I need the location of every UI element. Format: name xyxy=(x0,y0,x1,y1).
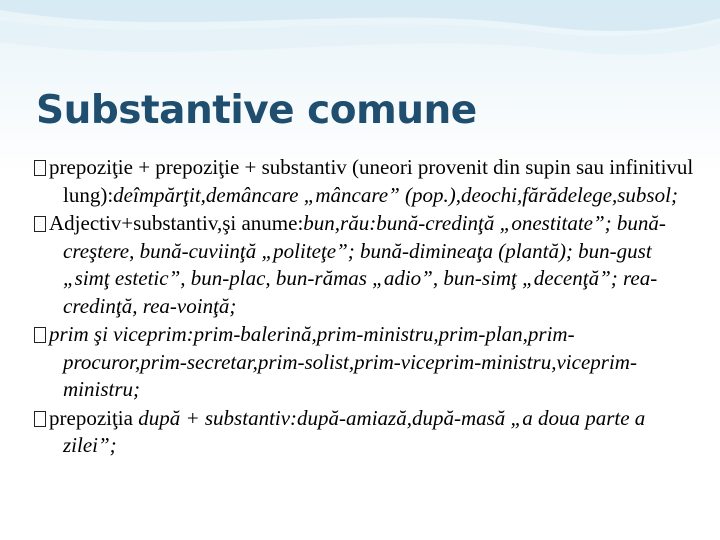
missing-glyph-bullet-icon xyxy=(34,216,46,232)
missing-glyph-bullet-icon xyxy=(34,411,46,427)
bullet-list xyxy=(34,154,694,461)
bullet-item-adjectiv-substantiv xyxy=(34,210,694,320)
decorative-wave-background xyxy=(0,0,720,90)
bullet-text: prepoziţia xyxy=(49,405,139,430)
bullet-item-prepozitia-dupa xyxy=(34,405,694,460)
bullet-examples: după + substantiv:după-amiază,după-masă „a doua parte a zilei”; xyxy=(63,405,646,457)
bullet-item-prepozitie-prepozitie xyxy=(34,154,694,209)
slide-title: Substantive comune xyxy=(36,88,477,133)
bullet-text: prepoziţie + prepoziţie + substantiv (uneori provenit din supin sau infinitivul lung): xyxy=(49,155,694,207)
missing-glyph-bullet-icon xyxy=(34,327,46,343)
bullet-text: Adjectiv+substantiv,şi anume: xyxy=(49,211,304,235)
bullet-examples: bun,rău:bună-credinţă „onestitate”; bună-creştere, bună-cuviinţă „politeţe”; bună-dimineaţa (plantă); bun-gust „simţ estetic”, bun-plac, bun-rămas „adio”, bun-simţ „decenţă”; rea-credinţă, rea-voinţă; xyxy=(63,211,666,318)
bullet-examples: deîmpărţit,demâncare „mâncare” (pop.),deochi,fărădelege,subsol; xyxy=(113,182,678,207)
bullet-item-prim-viceprim xyxy=(34,321,694,404)
bullet-examples: prim şi viceprim:prim-balerină,prim-ministru,prim-plan,prim-procuror,prim-secretar,prim-solist,prim-viceprim-ministru,viceprim-ministru; xyxy=(49,322,637,401)
missing-glyph-bullet-icon xyxy=(34,160,46,176)
